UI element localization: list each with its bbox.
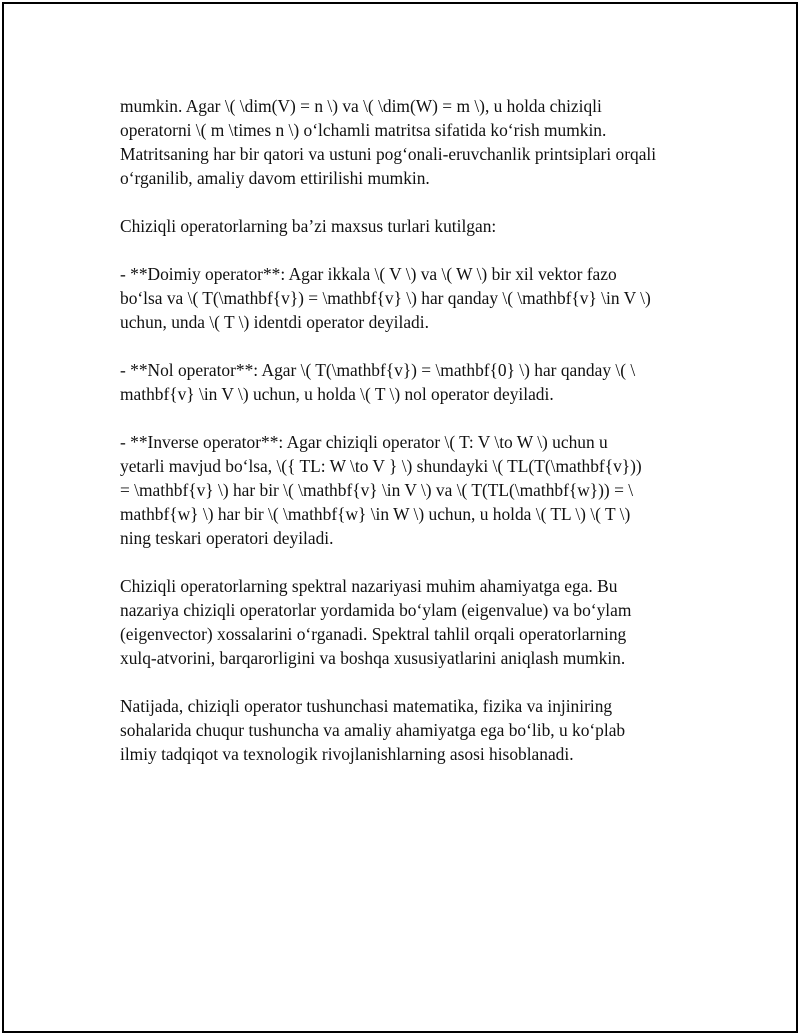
paragraph-zero-operator: - **Nol operator**: Agar \( T(\mathbf{v}) = \mathbf{0} \) har qanday \( \ mathbf{v} \in V \) uchun, u holda \( T \) nol operator deyiladi.	[120, 360, 636, 404]
document-body	[120, 94, 706, 790]
paragraph-identity-operator: - **Doimiy operator**: Agar ikkala \( V \) va \( W \) bir xil vektor fazo bo‘lsa va \( T(\mathbf{v}) = \mathbf{v} \) har qanday \( \mathbf{v} \in V \) uchun, unda \( T \) identdi operator deyiladi.	[120, 264, 651, 332]
paragraph-special-types-intro: Chiziqli operatorlarning ba’zi maxsus turlari kutilgan:	[120, 216, 497, 236]
paragraph-conclusion: Natijada, chiziqli operator tushunchasi matematika, fizika va injiniring sohalarida chuqur tushuncha va amaliy ahamiyatga ega bo‘lib, u ko‘plab ilmiy tadqiqot va texnologik rivojlanishlarning asosi hisoblanadi.	[120, 696, 626, 764]
page-frame	[2, 2, 798, 1033]
paragraph-spectral-theory: Chiziqli operatorlarning spektral nazariyasi muhim ahamiyatga ega. Bu nazariya chiziqli operatorlar yordamida bo‘ylam (eigenvalue) va bo‘ylam (eigenvector) xossalarini o‘rganadi. Spektral tahlil orqali operatorlarning xulq-atvorini, barqarorligini va boshqa xususiyatlarini aniqlash mumkin.	[120, 576, 632, 668]
paragraph-matrix-representation: mumkin. Agar \( \dim(V) = n \) va \( \dim(W) = m \), u holda chiziqli operatorni \( m \times n \) o‘lchamli matritsa sifatida ko‘rish mumkin. Matritsaning har bir qatori va ustuni pog‘onali-eruvchanlik printsiplari orqali o‘rganilib, amaliy davom ettirilishi mumkin.	[120, 96, 657, 188]
paragraph-inverse-operator: - **Inverse operator**: Agar chiziqli operator \( T: V \to W \) uchun u yetarli mavjud bo‘lsa, \({ TL: W \to V } \) shundayki \( TL(T(\mathbf{v})) = \mathbf{v} \) har bir \( \mathbf{v} \in V \) va \( T(TL(\mathbf{w})) = \ mathbf{w} \) har bir \( \mathbf{w} \in W \) uchun, u holda \( TL \) \( T \) ning teskari operatori deyiladi.	[120, 432, 642, 548]
